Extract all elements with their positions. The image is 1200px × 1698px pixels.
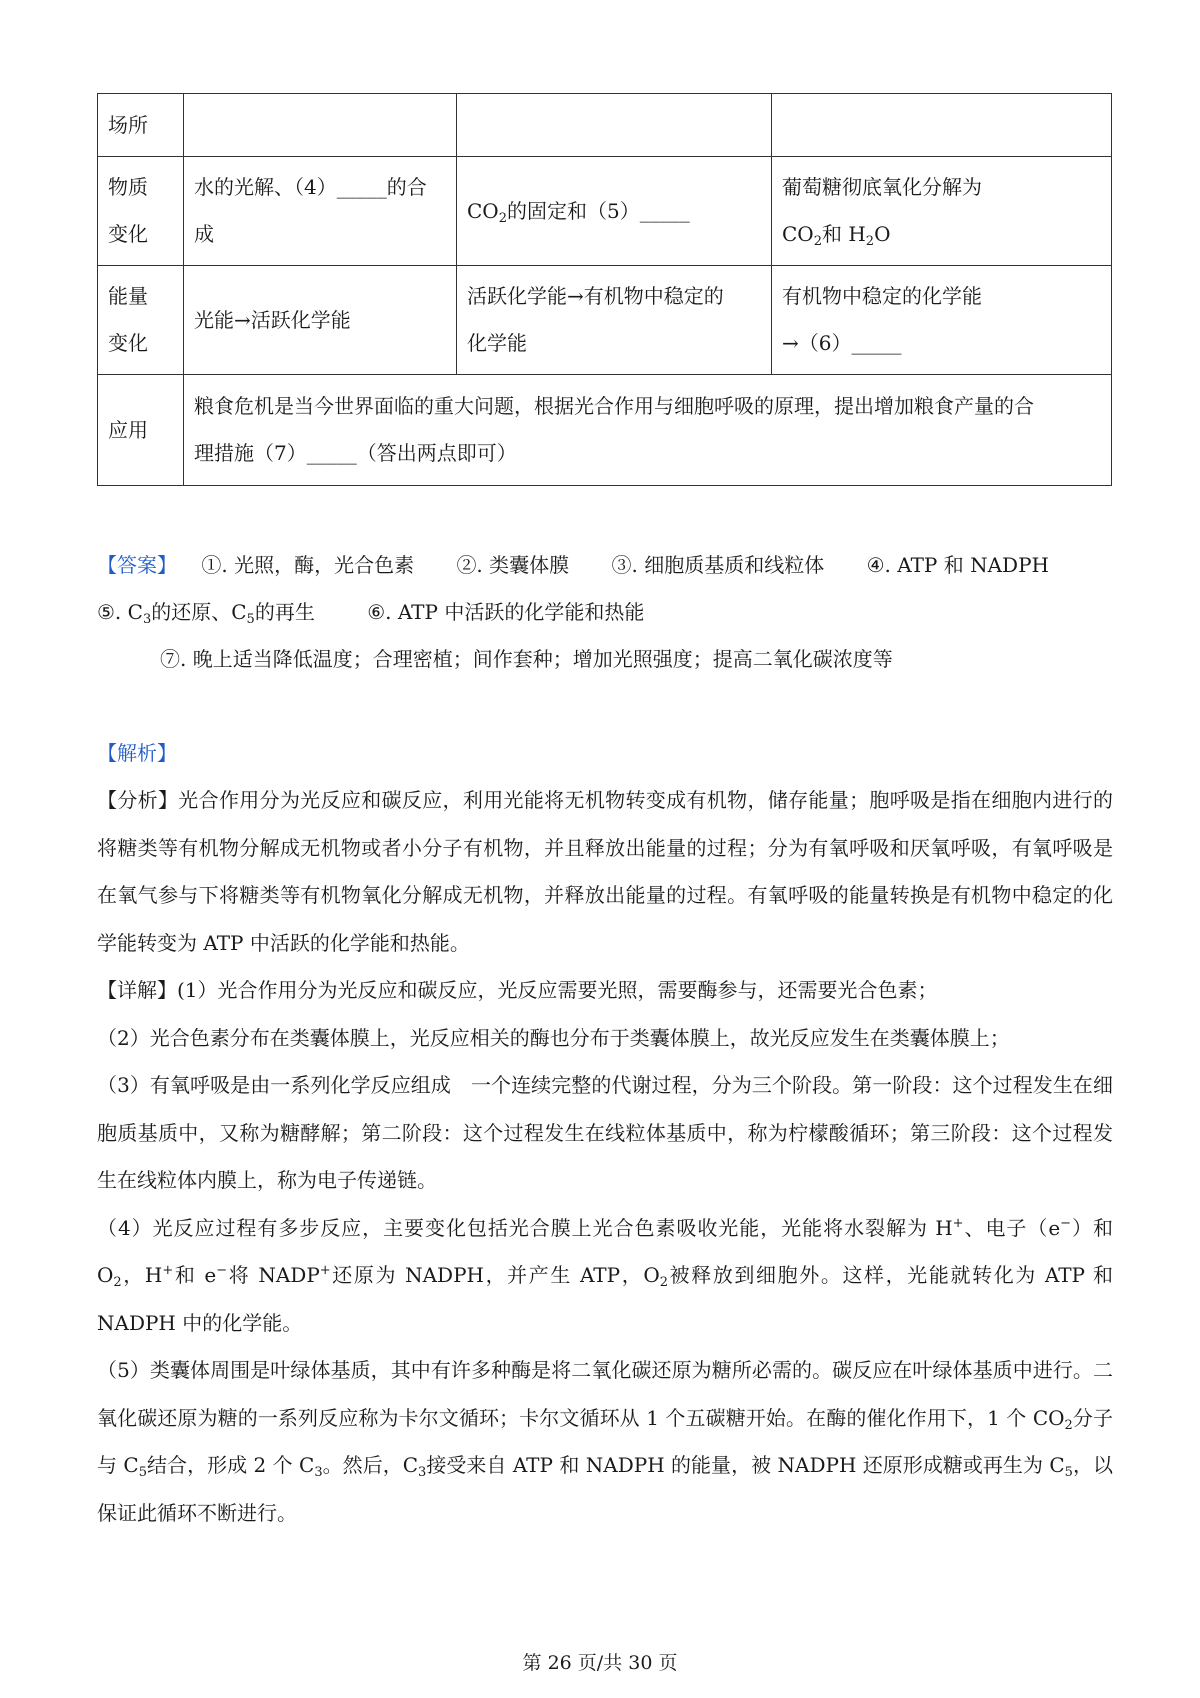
cell-light-reaction-substance: 水的光解、（4）_____的合 成 [184,157,457,266]
table-row [98,94,1112,157]
detail-p3: （3）有氧呼吸是由一系列化学反应组成 一个连续完整的代谢过程，分为三个阶段。第一阶段：这个过程发生在细胞质基质中，又称为糖酵解；第二阶段：这个过程发生在线粒体基质中，称为柠檬酸循环；第三阶段：这个过程发生在线粒体内膜上，称为电子传递链。 [97,1073,1113,1192]
answer-tag: 【答案】 [97,553,177,577]
cell-dark-reaction-energy: 活跃化学能→有机物中稳定的 化学能 [457,266,772,375]
cell-application: 粮食危机是当今世界面临的重大问题，根据光合作用与细胞呼吸的原理，提出增加粮食产量的合 理措施（7）_____（答出两点即可） [184,375,1112,486]
detail-p4: （4）光反应过程有多步反应，主要变化包括光合膜上光合色素吸收光能，光能将水裂解为 H+、电子（e−）和 $O_2$，H+和 e−将 NADP+还原为 NADPH，并产生 ATP，$O_2$被释放到细胞外。这样，光能就转化为 ATP 和 NADPH 中的化学能。 [97,1215,1113,1335]
row-header-location: 场所 [98,94,184,157]
row-header-energy-change: 能量 变化 [98,266,184,375]
answer-line-1 [97,550,1049,580]
detail-p5: （5）类囊体周围是叶绿体基质，其中有许多种酶是将二氧化碳还原为糖所必需的。碳反应在叶绿体基质中进行。二氧化碳还原为糖的一系列反应称为卡尔文循环；卡尔文循环从 1 个五碳糖开始。在酶的催化作用下，1 个 $CO_2$分子与 $C_5$结合，形成 2 个 $C_3$。然后，$C_3$接受来自 ATP 和 NADPH 的能量，被 NADPH 还原形成糖或再生为 $C_5$，以保证此循环不断进行。 [97,1358,1114,1525]
detail-p1: 【详解】(1）光合作用分为光反应和碳反应，光反应需要光照，需要酶参与，还需要光合色素； [97,978,938,1002]
cell-respiration-substance: 葡萄糖彻底氧化分解为 $CO_2$和 $H_2O$ [772,157,1112,266]
cell-respiration-energy: 有机物中稳定的化学能 →（6）_____ [772,266,1112,375]
answer-item: ④. ATP 和 NADPH [866,553,1049,577]
answer-line-3 [160,644,893,674]
table-row [98,157,1112,266]
analysis-body [97,777,1113,1537]
answer-item: ⑥. ATP 中活跃的化学能和热能 [367,600,645,624]
answer-item: ③. 细胞质基质和线粒体 [611,553,825,577]
table-row [98,375,1112,486]
cell-empty [184,94,457,157]
row-header-substance-change: 物质 变化 [98,157,184,266]
answer-line-2 [97,597,644,627]
answer-item: ⑦. 晚上适当降低温度；合理密植；间作套种；增加光照强度；提高二氧化碳浓度等 [160,647,893,671]
answer-item: ②. 类囊体膜 [456,553,570,577]
comparison-table [97,93,1112,486]
cell-light-reaction-energy: 光能→活跃化学能 [184,266,457,375]
cell-dark-reaction-substance: $CO_2$的固定和（5）_____ [457,157,772,266]
page-footer: 第 26 页/共 30 页 [522,1652,678,1674]
analysis-tag: 【解析】 [97,741,177,765]
answer-item: ⑤. $C_3$的还原、$C_5$的再生 [97,600,315,627]
table-row [98,266,1112,375]
cell-empty [457,94,772,157]
answer-item: ①. 光照，酶，光合色素 [201,553,415,577]
cell-empty [772,94,1112,157]
analysis-fenxi: 【分析】光合作用分为光反应和碳反应，利用光能将无机物转变成有机物，储存能量；胞呼吸是指在细胞内进行的将糖类等有机物分解成无机物或者小分子有机物，并且释放出能量的过程；分为有氧呼吸和厌氧呼吸，有氧呼吸是在氧气参与下将糖类等有机物氧化分解成无机物，并释放出能量的过程。有氧呼吸的能量转换是有机物中稳定的化学能转变为 ATP 中活跃的化学能和热能。 [97,788,1113,955]
row-header-application: 应用 [98,375,184,486]
analysis-tag-line [97,738,177,768]
detail-p2: （2）光合色素分布在类囊体膜上，光反应相关的酶也分布于类囊体膜上，故光反应发生在类囊体膜上； [97,1025,1010,1050]
